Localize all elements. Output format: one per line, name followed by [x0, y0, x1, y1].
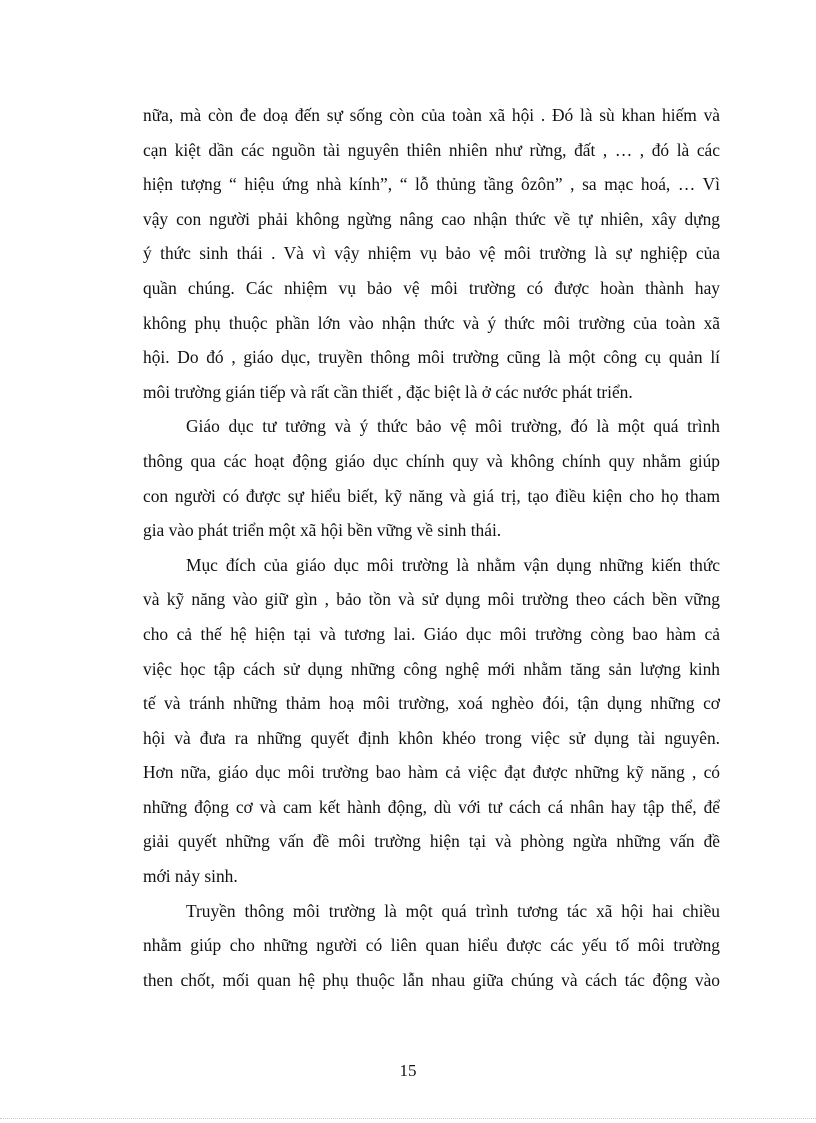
text-line: ý thức sinh thái . Và vì vậy nhiệm vụ bảo vệ môi trường là sự nghiệp của — [143, 243, 720, 264]
page-bottom-border — [0, 1118, 816, 1119]
text-line: quần chúng. Các nhiệm vụ bảo vệ môi trường có được hoàn thành hay — [143, 277, 720, 298]
text-line: những động cơ và cam kết hành động, dù với tư cách cá nhân hay tập thể, để — [143, 796, 720, 817]
text-line: hội và đưa ra những quyết định khôn khéo trong việc sử dụng tài nguyên. — [143, 727, 720, 748]
text-line: nhằm giúp cho những người có liên quan hiểu được các yếu tố môi trường — [143, 935, 720, 956]
text-line: nữa, mà còn đe doạ đến sự sống còn của toàn xã hội . Đó là sù khan hiếm và — [143, 105, 720, 125]
text-line: cạn kiệt dần các nguồn tài nguyên thiên nhiên như rừng, đất , … , đó là các — [143, 139, 720, 160]
text-line: Giáo dục tư tưởng và ý thức bảo vệ môi trường, đó là một quá trình — [186, 416, 720, 437]
text-line: Hơn nữa, giáo dục môi trường bao hàm cả việc đạt được những kỹ năng , có — [143, 762, 720, 783]
text-line: môi trường gián tiếp và rất cần thiết , đặc biệt là ở các nước phát triển. — [143, 381, 633, 402]
text-line: không phụ thuộc phần lớn vào nhận thức và ý thức môi trường của toàn xã — [143, 312, 720, 333]
text-line: và kỹ năng vào giữ gìn , bảo tồn và sử dụng môi trường theo cách bền vững — [143, 589, 720, 610]
text-line: việc học tập cách sử dụng những công nghệ mới nhằm tăng sản lượng kinh — [143, 658, 720, 679]
text-line: tế và tránh những thảm hoạ môi trường, xoá nghèo đói, tận dụng những cơ — [143, 693, 720, 714]
text-line: Mục đích của giáo dục môi trường là nhằm vận dụng những kiến thức — [186, 554, 720, 575]
text-line: thông qua các hoạt động giáo dục chính quy và không chính quy nhằm giúp — [143, 450, 720, 471]
text-line: con người có được sự hiểu biết, kỹ năng và giá trị, tạo điều kiện cho họ tham — [143, 485, 720, 506]
text-line: Truyền thông môi trường là một quá trình tương tác xã hội hai chiều — [186, 900, 720, 921]
text-line: gia vào phát triển một xã hội bền vững về sinh thái. — [143, 520, 502, 541]
page-number: 15 — [399, 1061, 417, 1080]
text-line: vậy con người phải không ngừng nâng cao nhận thức về tự nhiên, xây dựng — [143, 208, 720, 229]
body-text — [143, 98, 720, 997]
text-line: hội. Do đó , giáo dục, truyền thông môi trường cũng là một công cụ quản lí — [143, 347, 720, 368]
text-line: then chốt, mối quan hệ phụ thuộc lẫn nhau giữa chúng và cách tác động vào — [143, 969, 720, 990]
text-line: mới nảy sinh. — [143, 866, 238, 887]
text-line: cho cả thế hệ hiện tại và tương lai. Giáo dục môi trường còng bao hàm cả — [143, 623, 720, 644]
text-line: giải quyết những vấn đề môi trường hiện tại và phòng ngừa những vấn đề — [143, 831, 720, 852]
text-line: hiện tượng “ hiệu ứng nhà kính”, “ lỗ thủng tầng ôzôn” , sa mạc hoá, … Vì — [143, 174, 720, 195]
